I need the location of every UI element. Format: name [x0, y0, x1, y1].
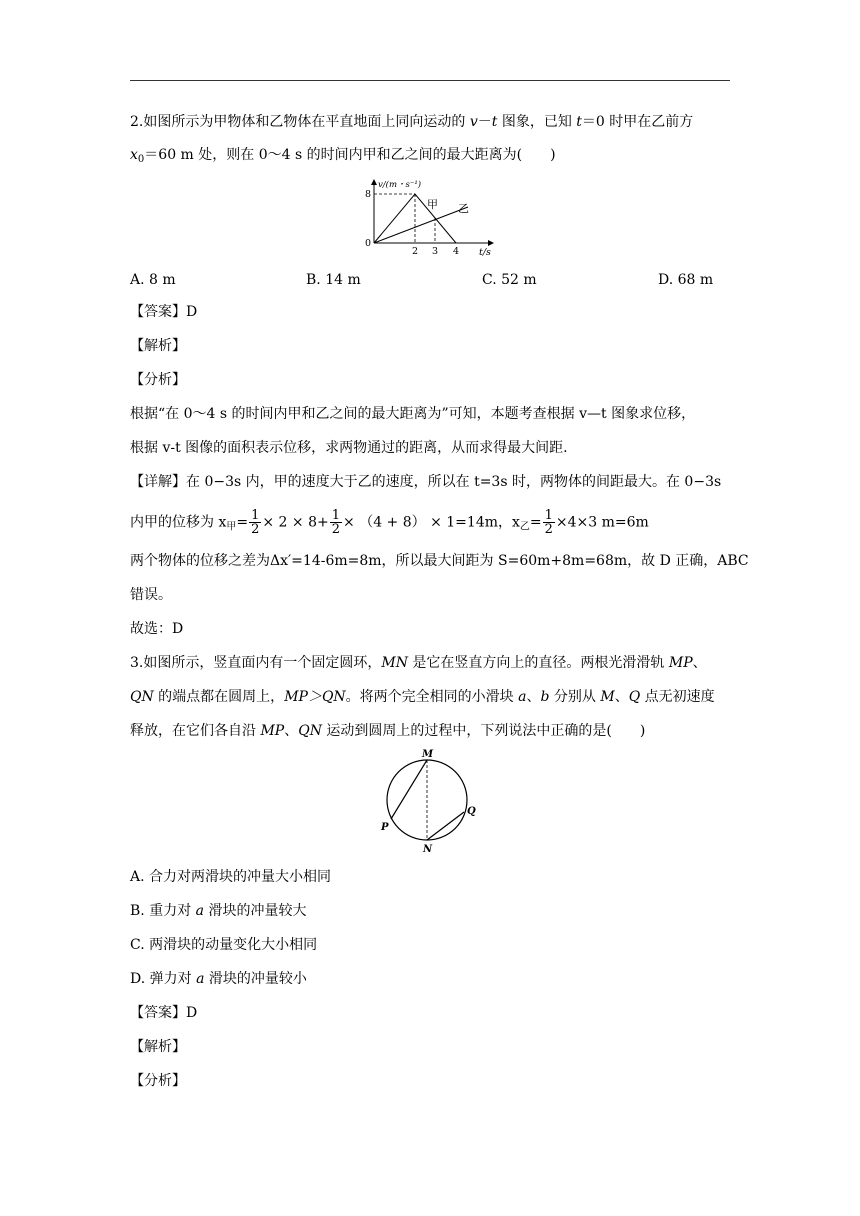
label-yi: 乙	[458, 202, 469, 215]
q3-stem-line3: 释放，在它们各自沿 MP、QN 运动到圆周上的过程中，下列说法中正确的是( )	[130, 723, 646, 739]
q2-answer: 【答案】D	[130, 304, 198, 320]
q2-option-a: A. 8 m	[130, 272, 176, 288]
fraction-half-3: $\frac{1}{2}$	[544, 508, 553, 537]
point-q: Q	[467, 806, 476, 817]
q2-detail-line1: 【详解】在 0−3s 内，甲的速度大于乙的速度，所以在 t=3s 时，两物体的间距最大。在 0−3s	[130, 474, 722, 490]
y-tick-8: 8	[365, 189, 372, 200]
q3-option-b: B. 重力对 a 滑块的冲量较大	[130, 903, 307, 919]
q2-stem-line2: $x_0=60$ m 处，则在 0～4 s 的时间内甲和乙之间的最大距离为( )	[130, 147, 556, 165]
y-axis-label: v/(m・s⁻¹)	[378, 180, 422, 190]
q3-answer: 【答案】D	[130, 1005, 198, 1021]
label-jia: 甲	[427, 198, 438, 211]
q3-analysis-heading: 【解析】	[130, 1039, 186, 1055]
rail-mp	[391, 760, 427, 819]
line-yi	[374, 207, 468, 243]
q2-fenxi-line2: 根据 v-t 图像的面积表示位移，求两物通过的距离，从而求得最大间距.	[130, 440, 568, 456]
q3-circle-figure	[372, 746, 484, 854]
q2-option-c: C. 52 m	[482, 272, 537, 288]
q2-option-d: D. 68 m	[658, 272, 714, 288]
x-tick-3: 3	[432, 246, 439, 257]
q2-fenxi-line1: 根据“在 0～4 s 的时间内甲和乙之间的最大距离为”可知，本题考查根据 v—t 图象求位移，	[130, 406, 696, 422]
q2-detail-line3: 两个物体的位移之差为Δx′=14-6m=8m，所以最大间距为 S=60m+8m=68m，故 D 正确，ABC	[130, 553, 749, 569]
header-rule	[130, 80, 730, 81]
q3-fenxi-heading: 【分析】	[130, 1073, 186, 1089]
fraction-half-2: $\frac{1}{2}$	[331, 508, 341, 537]
q2-detail-line4: 错误。	[130, 587, 172, 603]
q3-stem-line1: 3.如图所示，竖直面内有一个固定圆环，MN 是它在竖直方向上的直径。两根光滑滑轨 MP、	[130, 655, 707, 671]
q3-option-d: D. 弹力对 a 滑块的冲量较小	[130, 971, 307, 987]
x-axis-label: t/s	[479, 247, 491, 258]
q2-analysis-heading: 【解析】	[130, 338, 186, 354]
q2-choice: 故选：D	[130, 621, 184, 637]
q2-stem-line1: 2.如图所示为甲物体和乙物体在平直地面上同向运动的 v－t 图象，已知 t＝0 时甲在乙前方	[130, 114, 694, 130]
point-p: P	[381, 822, 389, 833]
x-tick-2: 2	[412, 246, 419, 257]
q3-option-c: C. 两滑块的动量变化大小相同	[130, 937, 318, 953]
q3-option-a: A. 合力对两滑块的冲量大小相同	[130, 869, 332, 885]
x-tick-4: 4	[453, 246, 460, 257]
q2-vt-graph	[360, 176, 500, 260]
q2-option-b: B. 14 m	[306, 272, 361, 288]
q2-fenxi-heading: 【分析】	[130, 372, 186, 388]
point-n: N	[423, 844, 433, 854]
origin-label: 0	[365, 238, 372, 249]
fraction-half-1: $\frac{1}{2}$	[251, 508, 260, 537]
q3-stem-line2: QN 的端点都在圆周上，MP＞QN。将两个完全相同的小滑块 a、b 分别从 M、Q 点无初速度	[130, 689, 715, 705]
q2-detail-line2: 内甲的位移为 $x_甲=$ $\frac{1}{2}$ × 2 × 8+ $\frac{1}{2}$ × （4 + 8） × 1=14m，$x_乙=$ $\frac{1}{2}$ ×4×3 m=6m	[130, 508, 649, 537]
point-m: M	[422, 749, 434, 760]
